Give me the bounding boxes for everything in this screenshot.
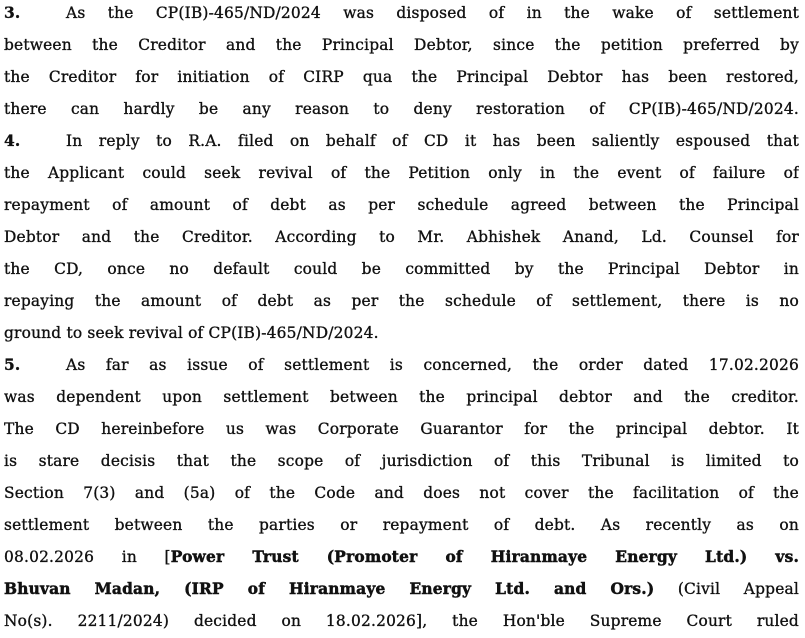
paragraph-4-line-1 [4, 125, 799, 157]
case-name-bold: Bhuvan Madan, (IRP of Hiranmaye Energy Ltd. and Ors.) [4, 580, 655, 598]
paragraph-4-line-4: Debtor and the Creditor. According to Mr. Abhishek Anand, Ld. Counsel for [4, 228, 799, 246]
text: As far as issue of settlement is concerned, the order dated 17.02.2026 [66, 356, 799, 374]
paragraph-5-line-6: settlement between the parties or repayment of debt. As recently as on [4, 516, 799, 534]
case-name-bold: Power Trust (Promoter of Hiranmaye Energy Ltd.) vs. [170, 548, 799, 566]
paragraph-4-line-3: repayment of amount of debt as per schedule agreed between the Principal [4, 196, 799, 214]
paragraph-5-line-9: No(s). 2211/2024) decided on 18.02.2026], the Hon'ble Supreme Court ruled [4, 612, 799, 630]
paragraph-3-line-2: between the Creditor and the Principal Debtor, since the petition preferred by [4, 36, 799, 54]
paragraph-number: 3. [4, 4, 21, 22]
text: As the CP(IB)-465/ND/2024 was disposed of in the wake of settlement [66, 4, 799, 22]
paragraph-4-line-6: repaying the amount of debt as per the schedule of settlement, there is no [4, 292, 799, 310]
paragraph-5-line-2: was dependent upon settlement between the principal debtor and the creditor. [4, 388, 799, 406]
paragraph-5-line-3: The CD hereinbefore us was Corporate Guarantor for the principal debtor. It [4, 420, 799, 438]
paragraph-4-line-2: the Applicant could seek revival of the Petition only in the event of failure of [4, 164, 799, 182]
paragraph-4-line-5: the CD, once no default could be committed by the Principal Debtor in [4, 260, 799, 278]
paragraph-3-line-4: there can hardly be any reason to deny restoration of CP(IB)-465/ND/2024. [4, 100, 799, 118]
paragraph-5-line-8 [4, 573, 799, 605]
paragraph-number: 5. [4, 356, 21, 374]
paragraph-5-line-7 [4, 541, 799, 573]
text: (Civil Appeal [654, 580, 799, 598]
paragraph-4-line-7: ground to seek revival of CP(IB)-465/ND/2024. [4, 324, 379, 342]
paragraph-5-line-4: is stare decisis that the scope of jurisdiction of this Tribunal is limited to [4, 452, 799, 470]
paragraph-5-line-5: Section 7(3) and (5a) of the Code and does not cover the facilitation of the [4, 484, 799, 502]
paragraph-5-line-1 [4, 349, 799, 381]
text: In reply to R.A. filed on behalf of CD it has been saliently espoused that [66, 132, 799, 150]
paragraph-3-line-3: the Creditor for initiation of CIRP qua the Principal Debtor has been restored, [4, 68, 799, 86]
paragraph-number: 4. [4, 132, 21, 150]
text: 08.02.2026 in [ [4, 548, 171, 566]
paragraph-3-line-1 [4, 0, 799, 29]
